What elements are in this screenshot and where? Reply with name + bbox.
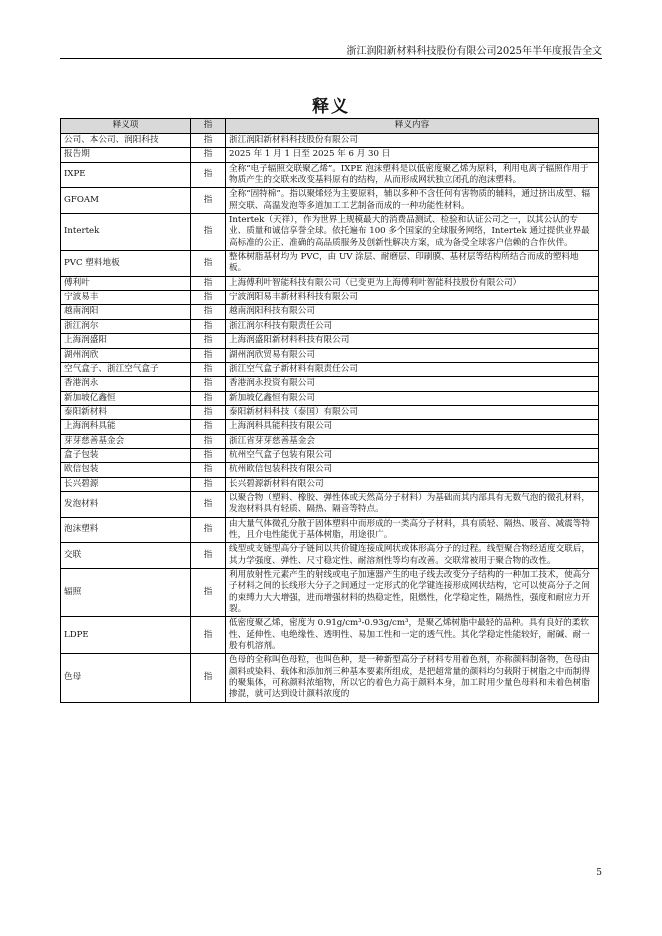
glossary-body <box>61 134 599 703</box>
table-row <box>61 377 599 391</box>
ref-cell: 指 <box>191 362 226 376</box>
ref-cell: 指 <box>191 305 226 319</box>
table-row <box>61 348 599 362</box>
table-row <box>61 276 599 290</box>
definition-cell: 宁波润阳易丰新材料科技有限公司 <box>226 291 599 305</box>
ref-cell: 指 <box>191 162 226 188</box>
table-row <box>61 543 599 569</box>
ref-cell: 指 <box>191 477 226 491</box>
page-header: 浙江润阳新材料科技股份有限公司2025年半年度报告全文 <box>346 46 602 57</box>
definition-cell: 全称“固特棉”。指以聚烯烃为主要原料，辅以多种不含任何有害物质的辅料，通过挤出成型、辐照交联、高温发泡等多道加工工艺制备而成的一种功能性材料。 <box>226 188 599 214</box>
definition-cell: 上海傅利叶智能科技有限公司（已变更为上海傅利叶智能科技股份有限公司） <box>226 276 599 290</box>
definition-cell: 低密度聚乙烯，密度为 0.91g/cm³-0.93g/cm³，是聚乙烯树脂中最轻的品种。具有良好的柔软性、延伸性、电绝缘性、透明性、易加工性和一定的透气性。其化学稳定性能较好，耐碱、耐一般有机溶剂。 <box>226 617 599 654</box>
ref-cell: 指 <box>191 348 226 362</box>
ref-cell: 指 <box>191 291 226 305</box>
ref-cell: 指 <box>191 654 226 702</box>
term-cell: 浙江润尔 <box>61 319 191 333</box>
ref-cell: 指 <box>191 491 226 517</box>
ref-cell: 指 <box>191 148 226 162</box>
definition-cell: 新加坡亿鑫恒有限公司 <box>226 391 599 405</box>
table-header-row <box>61 119 599 134</box>
table-row <box>61 334 599 348</box>
term-cell: 宁波易丰 <box>61 291 191 305</box>
table-row <box>61 319 599 333</box>
definition-cell: 以聚合物（塑料、橡胶、弹性体或天然高分子材料）为基础而其内部具有无数气泡的微孔材料，发泡材料具有轻质、隔热、隔音等特点。 <box>226 491 599 517</box>
ref-cell: 指 <box>191 276 226 290</box>
definition-cell: 利用放射性元素产生的射线或电子加速器产生的电子线去改变分子结构的一种加工技术，使高分子材料之间的长线形大分子之间通过一定形式的化学键连接形成网状结构，它可以使高分子之间的束缚力大大增强，进而增强材料的热稳定性，阻燃性，化学稳定性，隔热性，强度和耐应力开裂。 <box>226 569 599 617</box>
table-row <box>61 420 599 434</box>
ref-cell: 指 <box>191 543 226 569</box>
term-cell: 芽芽慈善基金会 <box>61 434 191 448</box>
definition-cell: 全称“电子辐照交联聚乙烯”。IXPE 泡沫塑料是以低密度聚乙烯为原料，利用电离子辐照作用于物质产生的交联来改变基料原有的结构，从而形成网状独立闭孔的泡沫塑料。 <box>226 162 599 188</box>
page-number: 5 <box>596 868 602 878</box>
term-cell: 湖州润欣 <box>61 348 191 362</box>
definition-cell: 2025 年 1 月 1 日至 2025 年 6 月 30 日 <box>226 148 599 162</box>
definition-cell: 浙江空气盒子新材料有限责任公司 <box>226 362 599 376</box>
ref-cell: 指 <box>191 569 226 617</box>
table-row <box>61 448 599 462</box>
definition-cell: 上海润科具能科技有限公司 <box>226 420 599 434</box>
term-cell: LDPE <box>61 617 191 654</box>
term-cell: 泰阳新材料 <box>61 405 191 419</box>
table-row <box>61 517 599 543</box>
definition-cell: 线型或支链型高分子链间以共价键连接成网状或体形高分子的过程。线型聚合物经适度交联后，其力学强度、弹性、尺寸稳定性、耐溶剂性等均有改善。交联常被用于聚合物的改性。 <box>226 543 599 569</box>
table-row <box>61 391 599 405</box>
definition-cell: 湖州润欣贸易有限公司 <box>226 348 599 362</box>
table-row <box>61 405 599 419</box>
ref-cell: 指 <box>191 134 226 148</box>
term-cell: 空气盒子、浙江空气盒子 <box>61 362 191 376</box>
ref-cell: 指 <box>191 448 226 462</box>
table-row <box>61 214 599 251</box>
ref-cell: 指 <box>191 420 226 434</box>
definition-cell: 整体树脂基材均为 PVC，由 UV 涂层、耐磨层、印刷膜、基材层等结构所结合而成的塑料地板。 <box>226 251 599 277</box>
table-row <box>61 477 599 491</box>
definition-cell: 浙江润阳新材料科技股份有限公司 <box>226 134 599 148</box>
definition-cell: Intertek（天祥），作为世界上规模最大的消费品测试、检验和认证公司之一，以其公认的专业、质量和诚信享誉全球。依托遍布 100 多个国家的全球服务网络，Intertek 通过提供业界最高标准的公正、准确的高品质服务及创新性解决方案，成为备受全球客户信赖的合作伙伴。 <box>226 214 599 251</box>
definition-cell: 杭州欧信包装科技有限公司 <box>226 463 599 477</box>
table-row <box>61 148 599 162</box>
term-cell: 长兴碧源 <box>61 477 191 491</box>
table-row <box>61 362 599 376</box>
definition-cell: 泰阳新材料科技（泰国）有限公司 <box>226 405 599 419</box>
ref-cell: 指 <box>191 391 226 405</box>
ref-cell: 指 <box>191 188 226 214</box>
ref-cell: 指 <box>191 334 226 348</box>
ref-cell: 指 <box>191 377 226 391</box>
ref-cell: 指 <box>191 251 226 277</box>
ref-cell: 指 <box>191 214 226 251</box>
header-term: 释义项 <box>61 119 191 134</box>
glossary-table <box>60 118 599 703</box>
term-cell: 上海润科具能 <box>61 420 191 434</box>
header-definition: 释义内容 <box>226 119 599 134</box>
table-row <box>61 251 599 277</box>
table-row <box>61 434 599 448</box>
table-row <box>61 569 599 617</box>
definition-cell: 由大量气体微孔分散于固体塑料中而形成的一类高分子材料，具有质轻、隔热、吸音、减震等特性，且介电性能优于基体树脂，用途很广。 <box>226 517 599 543</box>
definition-cell: 浙江省芽芽慈善基金会 <box>226 434 599 448</box>
term-cell: 傅利叶 <box>61 276 191 290</box>
table-row <box>61 134 599 148</box>
definition-cell: 色母的全称叫色母粒，也叫色种，是一种新型高分子材料专用着色剂，亦称颜料制备物，色母由颜料或染料、载体和添加剂三种基本要素所组成，是把超常量的颜料均匀载附于树脂之中而制得的聚集体，可称颜料浓缩物，所以它的着色力高于颜料本身，加工时用少量色母料和未着色树脂掺混，就可达到设计颜料浓度的 <box>226 654 599 702</box>
table-row <box>61 162 599 188</box>
term-cell: 色母 <box>61 654 191 702</box>
term-cell: 新加坡亿鑫恒 <box>61 391 191 405</box>
definition-cell: 上海润盛阳新材料科技有限公司 <box>226 334 599 348</box>
term-cell: GFOAM <box>61 188 191 214</box>
term-cell: 香港润永 <box>61 377 191 391</box>
term-cell: 公司、本公司、润阳科技 <box>61 134 191 148</box>
definition-cell: 长兴碧源新材料有限公司 <box>226 477 599 491</box>
table-row <box>61 463 599 477</box>
header-rule <box>60 58 602 59</box>
ref-cell: 指 <box>191 319 226 333</box>
ref-cell: 指 <box>191 463 226 477</box>
definition-cell: 杭州空气盒子包装有限公司 <box>226 448 599 462</box>
definition-cell: 香港润永投资有限公司 <box>226 377 599 391</box>
term-cell: 发泡材料 <box>61 491 191 517</box>
ref-cell: 指 <box>191 517 226 543</box>
term-cell: Intertek <box>61 214 191 251</box>
term-cell: 越南润阳 <box>61 305 191 319</box>
ref-cell: 指 <box>191 434 226 448</box>
table-row <box>61 305 599 319</box>
term-cell: 泡沫塑料 <box>61 517 191 543</box>
definition-cell: 浙江润尔科技有限责任公司 <box>226 319 599 333</box>
section-title: 释义 <box>312 97 350 117</box>
ref-cell: 指 <box>191 617 226 654</box>
term-cell: IXPE <box>61 162 191 188</box>
table-row <box>61 188 599 214</box>
definition-cell: 越南润阳科技有限公司 <box>226 305 599 319</box>
term-cell: 上海润盛阳 <box>61 334 191 348</box>
term-cell: 辐照 <box>61 569 191 617</box>
header-ref: 指 <box>191 119 226 134</box>
term-cell: 报告期 <box>61 148 191 162</box>
table-row <box>61 291 599 305</box>
table-row <box>61 617 599 654</box>
ref-cell: 指 <box>191 405 226 419</box>
term-cell: 交联 <box>61 543 191 569</box>
table-row <box>61 654 599 702</box>
term-cell: 盒子包装 <box>61 448 191 462</box>
term-cell: PVC 塑料地板 <box>61 251 191 277</box>
table-row <box>61 491 599 517</box>
term-cell: 欧信包装 <box>61 463 191 477</box>
